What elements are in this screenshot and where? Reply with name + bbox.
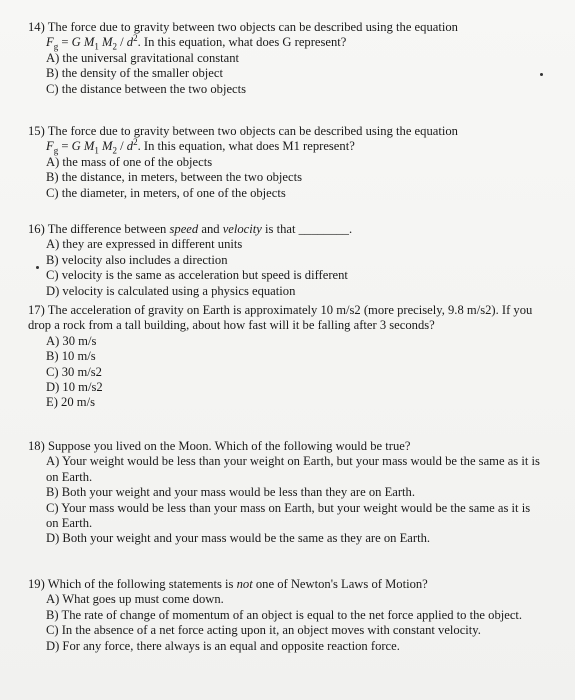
question-19 [28,577,545,654]
option-c[interactable]: C) In the absence of a net force acting upon it, an object moves with constant velocity. [46,623,481,638]
question-18 [28,439,545,547]
option-a[interactable]: A) the universal gravitational constant [46,50,240,65]
stem-text-2: one of Newton's Laws of Motion? [255,577,428,591]
option-c[interactable]: C) the distance between the two objects [46,81,247,96]
stem-text: Which of the following statements is [47,577,234,591]
options-list [28,454,545,546]
option-d[interactable]: D) velocity is calculated using a physics equation [46,283,296,298]
question-16 [28,222,545,299]
question-stem [28,222,545,237]
emphasis-speed: speed [169,222,199,236]
emphasis-velocity: velocity [222,222,262,236]
option-c[interactable]: C) 30 m/s2 [46,364,102,379]
option-a[interactable]: A) 30 m/s [46,333,97,348]
question-stem [28,439,545,454]
stray-mark [36,266,39,269]
option-b[interactable]: B) 10 m/s [46,349,96,364]
options-list [28,237,545,299]
equation: $F_g = G$ $M_1$ $M_2 / d^2$ [46,137,138,156]
option-e[interactable]: E) 20 m/s [46,395,95,410]
option-a[interactable]: A) Your weight would be less than your weight on Earth, but your mass would be the same as it is on Earth. [46,454,540,484]
options-list [28,155,545,201]
stem-text: The force due to gravity between two objects can be described using the equation [47,124,458,138]
option-a[interactable]: A) What goes up must come down. [46,592,224,607]
equation: $F_g = G$ $M_1$ $M_2 / d^2$ [46,33,138,52]
question-stem [28,303,545,334]
option-b[interactable]: B) Both your weight and your mass would be less than they are on Earth. [46,485,415,500]
emphasis-not: not [236,577,253,591]
stem-and: and [201,222,220,236]
question-number: 17) [28,303,45,317]
stem-text-2: is that ________. [265,222,353,236]
options-list [28,592,545,654]
option-c[interactable]: C) the diameter, in meters, of one of the objects [46,185,286,200]
options-list [28,51,545,97]
option-a[interactable]: A) the mass of one of the objects [46,154,213,169]
stem-text-2: . In this equation, what does M1 represent? [137,139,355,154]
question-stem [28,124,545,155]
stem-text: The force due to gravity between two objects can be described using the equation [47,20,458,34]
stem-text: The acceleration of gravity on Earth is approximately 10 m/s2 (more precisely, 9.8 m/s2). If you drop a rock from a tall building, about how fast will it be falling after 3 seconds? [28,303,533,333]
option-c[interactable]: C) velocity is the same as acceleration but speed is different [46,268,348,283]
question-stem [28,20,545,51]
question-15 [28,124,545,201]
question-17 [28,303,545,411]
option-b[interactable]: B) The rate of change of momentum of an object is equal to the net force applied to the object. [46,607,523,622]
question-number: 19) [28,577,45,591]
stem-text: Suppose you lived on the Moon. Which of the following would be true? [47,439,411,453]
stem-text: The difference between [47,222,167,236]
option-d[interactable]: D) Both your weight and your mass would be the same as they are on Earth. [46,531,431,546]
option-a[interactable]: A) they are expressed in different units [46,237,243,252]
option-d[interactable]: D) For any force, there always is an equal and opposite reaction force. [46,638,400,653]
question-stem [28,577,545,592]
question-number: 14) [28,20,45,34]
question-14 [28,20,545,97]
option-c[interactable]: C) Your mass would be less than your mass on Earth, but your weight would be the same as it is on Earth. [46,500,531,531]
option-b[interactable]: B) the distance, in meters, between the two objects [46,170,302,185]
option-d[interactable]: D) 10 m/s2 [46,380,103,395]
options-list [28,334,545,411]
option-b[interactable]: B) velocity also includes a direction [46,252,228,267]
question-number: 18) [28,439,45,453]
stray-mark [540,73,543,76]
option-b[interactable]: B) the density of the smaller object [46,66,223,81]
question-number: 15) [28,124,45,138]
stem-text-2: . In this equation, what does G represent? [137,35,347,50]
question-number: 16) [28,222,45,236]
